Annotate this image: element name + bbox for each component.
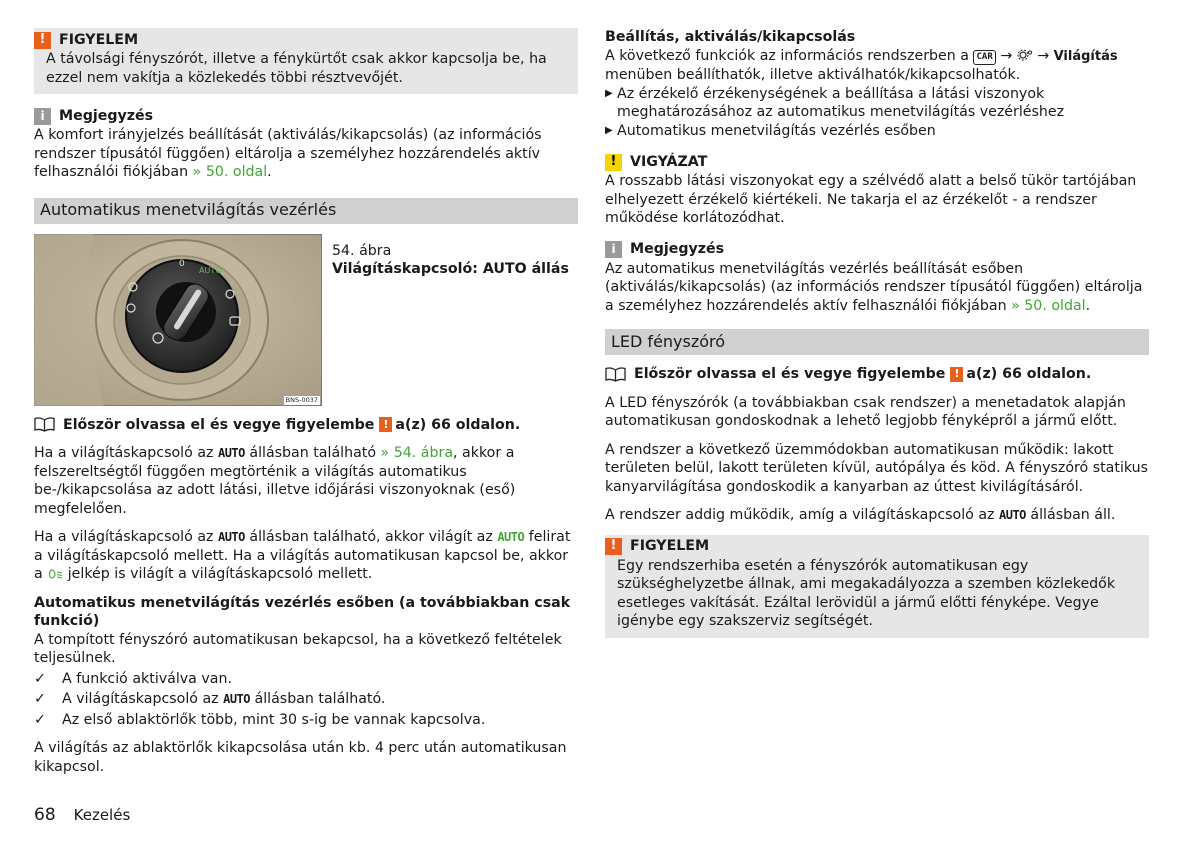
figure-code: BNS-0037 xyxy=(285,395,318,404)
caution-text: A rosszabb látási viszonyokat egy a szélvédő alatt a belső tükör tartójában elhelyezett érzékelő kiértékeli. Ne takarja el az érzékelőt - a rendszer működése korlátozódhat. xyxy=(605,173,1137,226)
page-number: 68 xyxy=(34,805,56,825)
auto-symbol: AUTO xyxy=(999,508,1026,522)
knob-label-zero: 0 xyxy=(179,258,185,269)
p3-post: állásban áll. xyxy=(1025,507,1116,523)
page-link[interactable]: » 50. oldal xyxy=(1011,297,1086,314)
settings-gear-icon xyxy=(1017,49,1033,61)
menu-name: Világítás xyxy=(1053,48,1118,64)
book-icon xyxy=(34,417,55,432)
bullet-text: Az érzékelő érzékenységének a beállítása a látási viszonyok meghatározásához az automatikus menetvilágítás vezérléshez xyxy=(617,85,1065,120)
figure-title: Világításkapcsoló: AUTO állás xyxy=(332,261,569,277)
warning-icon: ! xyxy=(605,538,622,555)
read-first-notice xyxy=(605,365,1149,384)
note-text-end: . xyxy=(267,164,272,180)
light-switch-illustration xyxy=(34,234,322,406)
note-block xyxy=(605,240,1149,316)
rain-intro: A tompított fényszóró automatikusan bekapcsol, ha a következő feltételek teljesülnek. xyxy=(34,631,562,666)
arrow-icon: → xyxy=(1000,47,1013,64)
warning-label: FIGYELEM xyxy=(630,538,710,555)
check-item-text: Az első ablaktörlők több, mint 30 s-ig be vannak kapcsolva. xyxy=(62,711,486,728)
note-label: Megjegyzés xyxy=(59,107,154,124)
p2-b: állásban található, akkor világít az xyxy=(244,529,498,545)
bullet-text: Automatikus menetvilágítás vezérlés esőben xyxy=(617,122,936,139)
led-paragraph-3 xyxy=(605,506,1149,525)
low-beam-icon xyxy=(47,569,63,579)
info-icon: i xyxy=(605,241,622,258)
auto-symbol: AUTO xyxy=(223,692,251,706)
check-item xyxy=(34,690,578,709)
note-text xyxy=(605,260,1149,316)
note-text-body: Az automatikus menetvilágítás vezérlés beállítását esőben (aktiválás/kikapcsolás) (az információs rendszer típusától függően) eltárolja a személyhez hozzárendelés aktív felhasználói fiókjában xyxy=(605,260,1143,314)
figure-row xyxy=(34,234,578,406)
check-item xyxy=(34,711,578,730)
rain-heading: Automatikus menetvilágítás vezérlés esőben (a továbbiakban csak funkció) xyxy=(34,594,571,629)
p1-mid: állásban található xyxy=(244,445,381,461)
figure-caption xyxy=(332,234,569,406)
check-icon: ✓ xyxy=(34,691,46,707)
p2-c: felirat a világításkapcsoló mellett. Ha a világítás automatikusan kapcsol be, akkor a xyxy=(34,529,571,582)
read-first-text: Először olvassa el és vegye figyelembe xyxy=(63,416,375,433)
arrow-icon: → xyxy=(1037,47,1050,64)
paragraph-auto-position xyxy=(34,444,578,518)
warning-text: A távolsági fényszórót, illetve a fénykürtőt csak akkor kapcsolja be, ha ezzel nem vakítja a közlekedés többi résztvevőjét. xyxy=(46,51,547,86)
note-text xyxy=(34,126,578,182)
note-text-body: A komfort irányjelzés beállítását (aktiválás/kikapcsolás) (az információs rendszer típusától függően) eltárolja a személyhez hozzárendelés aktív felhasználói fiókjában xyxy=(34,127,542,180)
note-label: Megjegyzés xyxy=(630,241,725,258)
footer-section: Kezelés xyxy=(73,806,131,824)
caution-icon: ! xyxy=(605,154,622,171)
caution-block xyxy=(605,152,1149,228)
bullet-item xyxy=(605,85,1149,122)
warning-icon-inline: ! xyxy=(950,367,963,382)
settings-pre: A következő funkciók az információs rendszerben a xyxy=(605,47,974,64)
bullet-icon: ▶ xyxy=(605,87,613,99)
note-block xyxy=(34,106,578,182)
note-text-end: . xyxy=(1085,297,1091,314)
warning-icon: ! xyxy=(34,32,51,49)
item2-post: állásban található. xyxy=(250,691,386,707)
check-item-text xyxy=(62,690,385,709)
auto-symbol: AUTO xyxy=(217,530,245,544)
page-link[interactable]: » 50. oldal xyxy=(192,164,268,180)
p1-post: , akkor a felszereltségtől függően megtörténik a világítás automatikus be-/kikapcsolása az adott látási, illetve időjárási viszonyoknak (eső) megfelelően. xyxy=(34,445,516,517)
left-column xyxy=(34,28,578,776)
p3-pre: A rendszer addig működik, amíg a világításkapcsoló az xyxy=(605,507,999,523)
page-footer xyxy=(34,805,130,825)
car-button-icon: CAR xyxy=(973,50,995,65)
settings-post: menüben beállíthatók, illetve aktiválhatók/kikapcsolhatók. xyxy=(605,67,1021,83)
item2-pre: A világításkapcsoló az xyxy=(62,691,224,707)
caution-label: VIGYÁZAT xyxy=(630,153,708,170)
settings-heading: Beállítás, aktiválás/kikapcsolás xyxy=(605,29,856,45)
led-paragraph-2: A rendszer a következő üzemmódokban automatikusan működik: lakott területen belül, lakott területen kívül, autópálya és köd. A fényszóró statikus kanyarvilágítása gondoskodik a kanyarban az úttest kivilágításáról. xyxy=(605,441,1149,495)
p2-d: jelkép is világít a világításkapcsoló mellett. xyxy=(63,566,373,582)
paragraph-auto-indicator xyxy=(34,528,578,584)
bullet-item xyxy=(605,122,1149,141)
right-column xyxy=(605,28,1149,638)
auto-symbol-green: AUTO xyxy=(497,530,525,544)
warning-icon-inline: ! xyxy=(379,417,392,432)
led-paragraph-1: A LED fényszórók (a továbbiakban csak rendszer) a menetadatok alapján automatikusan gondoskodnak a lehető legjobb fényképről a jármű előtt. xyxy=(605,394,1126,429)
check-icon: ✓ xyxy=(34,711,46,728)
check-icon: ✓ xyxy=(34,670,46,687)
info-icon: i xyxy=(34,108,51,125)
read-first-notice xyxy=(34,416,578,435)
auto-symbol: AUTO xyxy=(217,446,245,460)
figure-link[interactable]: » 54. ábra xyxy=(380,445,454,461)
bullet-icon: ▶ xyxy=(605,124,613,136)
check-item-text: A funkció aktiválva van. xyxy=(62,670,232,687)
paragraph-auto-off: A világítás az ablaktörlők kikapcsolása után kb. 4 perc után automatikusan kikapcsol. xyxy=(34,740,567,775)
p1-pre: Ha a világításkapcsoló az xyxy=(34,445,218,461)
read-first-page: a(z) 66 oldalon. xyxy=(966,366,1092,382)
figure-number: 54. ábra xyxy=(332,242,392,259)
check-item xyxy=(34,670,578,689)
light-switch-figure xyxy=(34,234,322,406)
knob-label-auto: AUTO xyxy=(199,265,222,275)
warning-text: Egy rendszerhiba esetén a fényszórók automatikusan egy szükséghelyzetbe állnak, ami megakadályozza a szemben közlekedők esetleges vakítását. Ezáltal lerövidül a jármű előtti fényképe. Vegye igénybe egy szakszerviz segítségét. xyxy=(617,557,1116,629)
read-first-page: a(z) 66 oldalon. xyxy=(395,416,521,433)
settings-path xyxy=(605,47,1149,85)
section-title-auto-lighting: Automatikus menetvilágítás vezérlés xyxy=(34,198,578,224)
p2-a: Ha a világításkapcsoló az xyxy=(34,529,218,545)
section-title-led: LED fényszóró xyxy=(605,329,1149,355)
read-first-text: Először olvassa el és vegye figyelembe xyxy=(634,366,946,382)
warning-box xyxy=(34,28,578,94)
book-icon xyxy=(605,367,626,382)
warning-label: FIGYELEM xyxy=(59,31,139,48)
warning-box xyxy=(605,535,1149,638)
